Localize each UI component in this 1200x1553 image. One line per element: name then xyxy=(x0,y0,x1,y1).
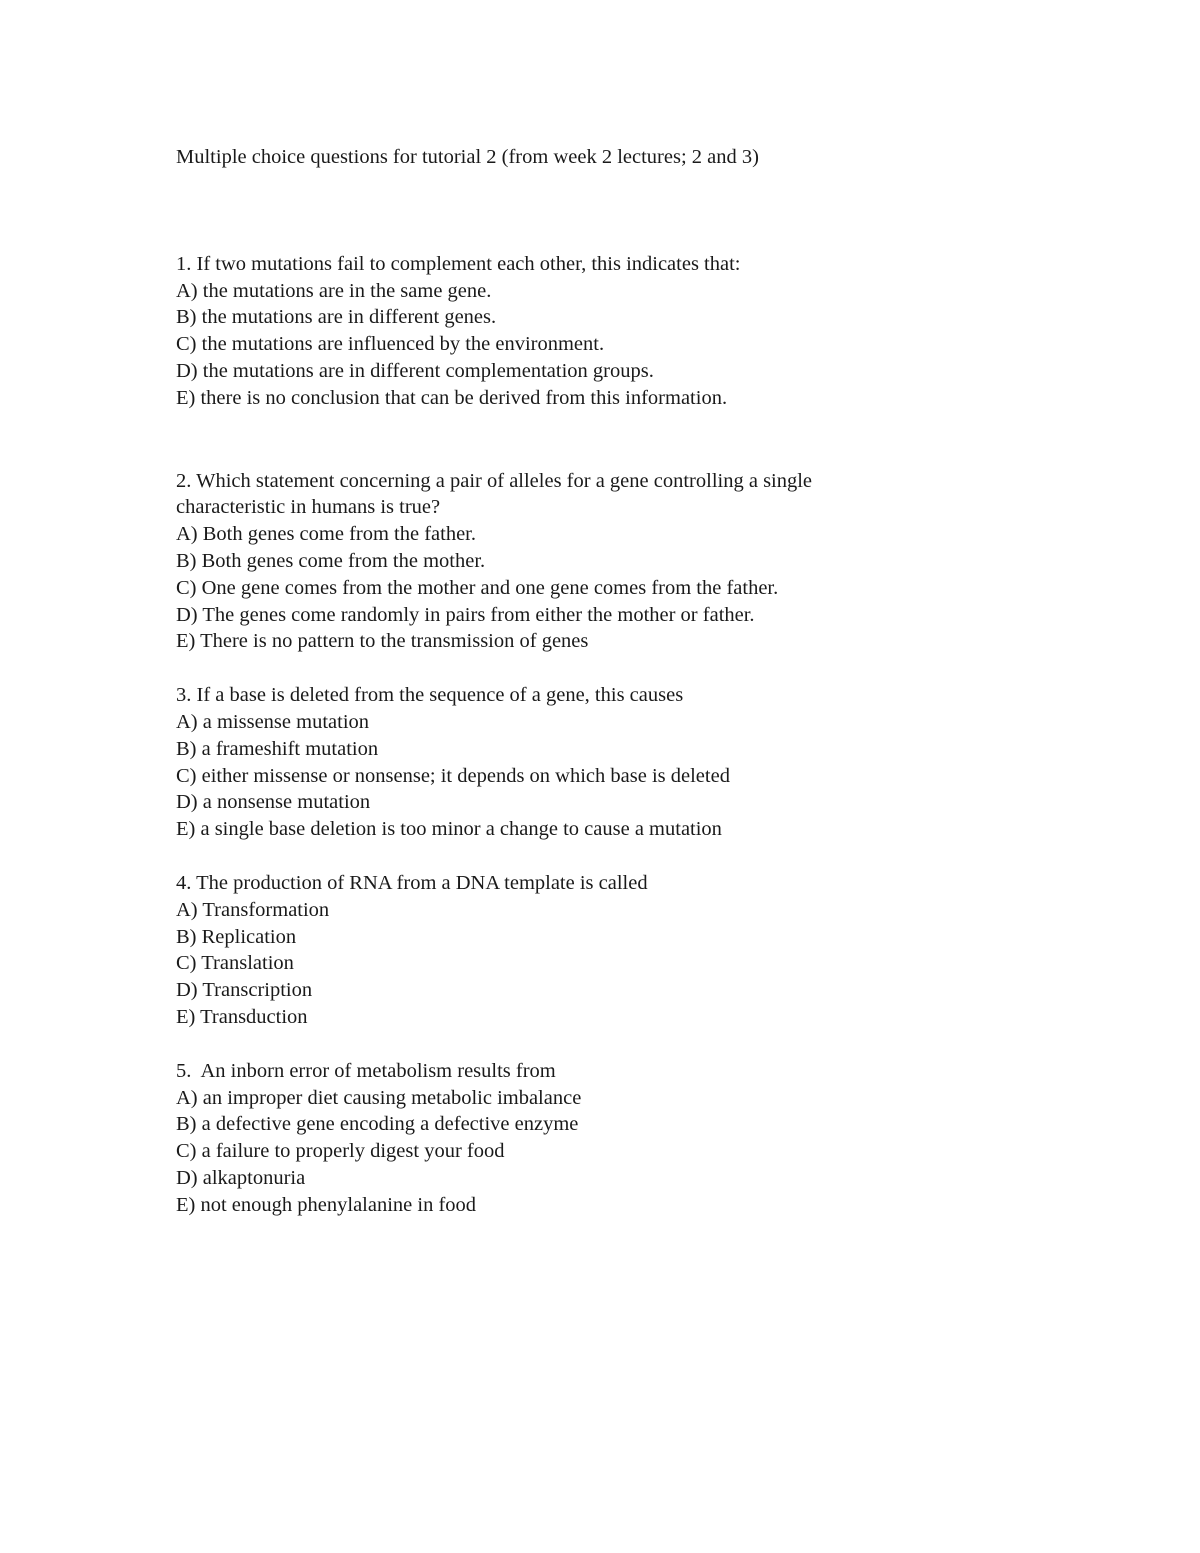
answer-options xyxy=(176,521,1096,655)
answer-options xyxy=(176,1085,1096,1219)
answer-option-c: C) either missense or nonsense; it depends on which base is deleted xyxy=(176,764,730,787)
answer-option-d: D) the mutations are in different complementation groups. xyxy=(176,359,654,382)
answer-option-e: E) a single base deletion is too minor a change to cause a mutation xyxy=(176,818,722,841)
question-stem: 5. An inborn error of metabolism results from xyxy=(176,1059,556,1082)
answer-option-e: E) there is no conclusion that can be derived from this information. xyxy=(176,386,728,409)
answer-option-a: A) Transformation xyxy=(176,898,330,921)
answer-option-d: D) The genes come randomly in pairs from either the mother or father. xyxy=(176,603,755,626)
document-content xyxy=(176,144,1096,1219)
answer-option-b: B) Both genes come from the mother. xyxy=(176,549,486,572)
answer-option-a: A) a missense mutation xyxy=(176,710,370,733)
answer-option-c: C) the mutations are influenced by the environment. xyxy=(176,333,605,356)
question-3 xyxy=(176,682,1096,843)
answer-option-a: A) Both genes come from the father. xyxy=(176,523,477,546)
question-4 xyxy=(176,870,1096,1031)
question-stem: 2. Which statement concerning a pair of alleles for a gene controlling a single characteristic in humans is true? xyxy=(176,469,813,519)
answer-option-e: E) Transduction xyxy=(176,1005,308,1028)
question-1 xyxy=(176,251,1096,412)
answer-option-b: B) Replication xyxy=(176,925,297,948)
answer-option-a: A) an improper diet causing metabolic imbalance xyxy=(176,1086,582,1109)
answer-option-b: B) the mutations are in different genes. xyxy=(176,306,497,329)
answer-option-b: B) a frameshift mutation xyxy=(176,737,379,760)
answer-option-d: D) a nonsense mutation xyxy=(176,791,371,814)
answer-options xyxy=(176,278,1096,412)
answer-options xyxy=(176,709,1096,843)
answer-option-b: B) a defective gene encoding a defective enzyme xyxy=(176,1113,579,1136)
answer-options xyxy=(176,897,1096,1031)
answer-option-c: C) Translation xyxy=(176,952,294,975)
question-stem: 1. If two mutations fail to complement each other, this indicates that: xyxy=(176,252,741,275)
document-title: Multiple choice questions for tutorial 2 (from week 2 lectures; 2 and 3) xyxy=(176,146,759,168)
question-stem: 3. If a base is deleted from the sequence of a gene, this causes xyxy=(176,684,684,707)
answer-option-c: C) One gene comes from the mother and one gene comes from the father. xyxy=(176,576,779,599)
answer-option-e: E) There is no pattern to the transmission of genes xyxy=(176,630,589,653)
answer-option-d: D) Transcription xyxy=(176,979,313,1002)
question-stem: 4. The production of RNA from a DNA template is called xyxy=(176,871,648,894)
answer-option-d: D) alkaptonuria xyxy=(176,1166,306,1189)
question-5 xyxy=(176,1058,1096,1219)
question-2 xyxy=(176,468,1096,656)
answer-option-c: C) a failure to properly digest your food xyxy=(176,1140,505,1163)
answer-option-a: A) the mutations are in the same gene. xyxy=(176,279,492,302)
answer-option-e: E) not enough phenylalanine in food xyxy=(176,1193,477,1216)
